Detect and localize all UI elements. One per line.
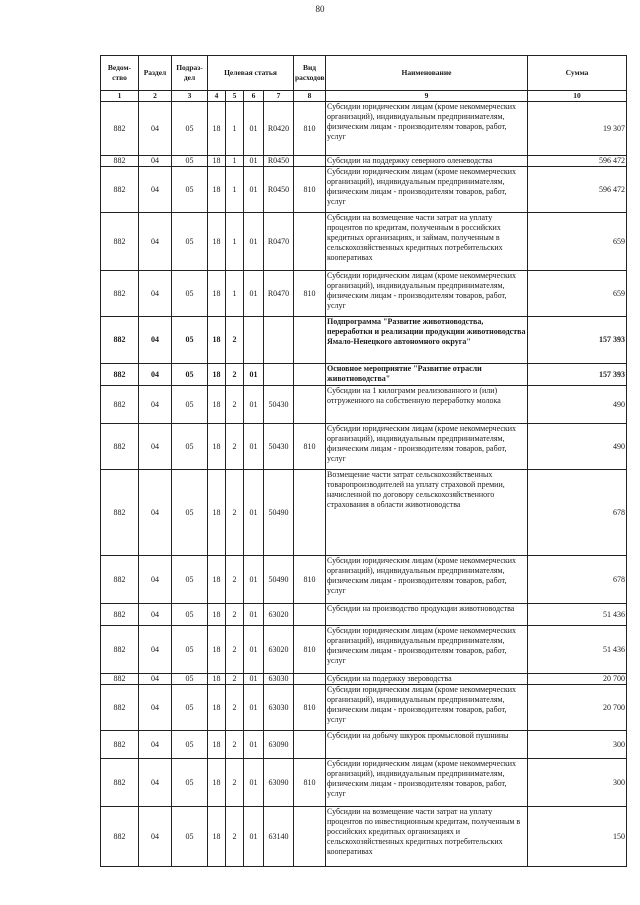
- expense-type-cell: [294, 386, 326, 424]
- ved-cell: 882: [101, 213, 139, 271]
- amount-cell: 678: [528, 556, 627, 604]
- item-name: Субсидии на поддержку северного оленеводства: [326, 156, 528, 167]
- target-code-4: 50490: [264, 556, 294, 604]
- target-code-4: 63140: [264, 807, 294, 867]
- target-code-2: 1: [226, 156, 244, 167]
- amount-cell: 20 700: [528, 674, 627, 685]
- header-celevaya: Целевая статья: [208, 56, 294, 91]
- podrazdel-cell: 05: [172, 213, 208, 271]
- razdel-cell: 04: [139, 685, 172, 731]
- amount-cell: 596 472: [528, 167, 627, 213]
- table-body: [101, 102, 627, 867]
- expense-type-cell: [294, 604, 326, 626]
- target-code-3: 01: [244, 556, 264, 604]
- razdel-cell: 04: [139, 271, 172, 317]
- ved-cell: 882: [101, 271, 139, 317]
- podrazdel-cell: 05: [172, 271, 208, 317]
- table-row: [101, 156, 627, 167]
- column-number-row: [101, 91, 627, 102]
- item-name: Субсидии юридическим лицам (кроме некоммерческих организаций), индивидуальным предпринимателям, физическим лицам - производителям товаров, работ, услуг: [326, 685, 528, 731]
- item-name: Субсидии юридическим лицам (кроме некоммерческих организаций), индивидуальным предпринимателям, физическим лицам - производителям товаров, работ, услуг: [326, 271, 528, 317]
- podrazdel-cell: 05: [172, 731, 208, 759]
- table-row: [101, 731, 627, 759]
- table-row: [101, 674, 627, 685]
- target-code-4: 63090: [264, 731, 294, 759]
- header-naim: Наименование: [326, 56, 528, 91]
- target-code-1: 18: [208, 556, 226, 604]
- table-row: [101, 317, 627, 364]
- ved-cell: 882: [101, 317, 139, 364]
- col-num: 7: [264, 91, 294, 102]
- podrazdel-cell: 05: [172, 470, 208, 556]
- razdel-cell: 04: [139, 556, 172, 604]
- item-name: Субсидии на возмещение части затрат на уплату процентов по кредитам, полученным в российских кредитных организациях, и займам, полученным в сельскохозяйственных кредитных потребительских кооперативах: [326, 213, 528, 271]
- target-code-4: 63030: [264, 674, 294, 685]
- ved-cell: 882: [101, 807, 139, 867]
- target-code-2: 1: [226, 102, 244, 156]
- target-code-4: R0470: [264, 271, 294, 317]
- ved-cell: 882: [101, 731, 139, 759]
- col-num: 4: [208, 91, 226, 102]
- target-code-4: R0450: [264, 156, 294, 167]
- ved-cell: 882: [101, 685, 139, 731]
- item-name: Субсидии на 1 килограмм реализованного и (или) отгруженного на собственную переработку молока: [326, 386, 528, 424]
- razdel-cell: 04: [139, 156, 172, 167]
- podrazdel-cell: 05: [172, 102, 208, 156]
- target-code-2: 2: [226, 685, 244, 731]
- ved-cell: 882: [101, 167, 139, 213]
- col-num: 3: [172, 91, 208, 102]
- target-code-1: 18: [208, 759, 226, 807]
- target-code-2: 1: [226, 167, 244, 213]
- item-name: Субсидии на подержку звероводства: [326, 674, 528, 685]
- item-name: Подпрограмма "Развитие животноводства, переработки и реализации продукции животноводства Ямало-Ненецкого автономного округа": [326, 317, 528, 364]
- target-code-1: 18: [208, 156, 226, 167]
- amount-cell: 51 436: [528, 604, 627, 626]
- target-code-3: 01: [244, 807, 264, 867]
- target-code-2: 2: [226, 759, 244, 807]
- expense-type-cell: [294, 807, 326, 867]
- col-num: 2: [139, 91, 172, 102]
- target-code-4: [264, 364, 294, 386]
- target-code-2: 2: [226, 731, 244, 759]
- col-num: 5: [226, 91, 244, 102]
- target-code-1: 18: [208, 317, 226, 364]
- ved-cell: 882: [101, 470, 139, 556]
- amount-cell: 157 393: [528, 317, 627, 364]
- target-code-3: 01: [244, 102, 264, 156]
- target-code-1: 18: [208, 674, 226, 685]
- amount-cell: 20 700: [528, 685, 627, 731]
- expense-type-cell: [294, 674, 326, 685]
- table-row: [101, 386, 627, 424]
- podrazdel-cell: 05: [172, 759, 208, 807]
- expense-type-cell: 810: [294, 626, 326, 674]
- razdel-cell: 04: [139, 213, 172, 271]
- item-name: Субсидии юридическим лицам (кроме некоммерческих организаций), индивидуальным предпринимателям, физическим лицам - производителям товаров, работ, услуг: [326, 424, 528, 470]
- target-code-1: 18: [208, 167, 226, 213]
- razdel-cell: 04: [139, 317, 172, 364]
- podrazdel-cell: 05: [172, 807, 208, 867]
- podrazdel-cell: 05: [172, 674, 208, 685]
- ved-cell: 882: [101, 674, 139, 685]
- podrazdel-cell: 05: [172, 626, 208, 674]
- amount-cell: 150: [528, 807, 627, 867]
- amount-cell: 596 472: [528, 156, 627, 167]
- podrazdel-cell: 05: [172, 424, 208, 470]
- target-code-2: 2: [226, 364, 244, 386]
- amount-cell: 51 436: [528, 626, 627, 674]
- razdel-cell: 04: [139, 604, 172, 626]
- ved-cell: 882: [101, 556, 139, 604]
- expense-type-cell: 810: [294, 759, 326, 807]
- target-code-3: 01: [244, 674, 264, 685]
- target-code-4: [264, 317, 294, 364]
- amount-cell: 157 393: [528, 364, 627, 386]
- table-row: [101, 807, 627, 867]
- ved-cell: 882: [101, 364, 139, 386]
- target-code-3: 01: [244, 731, 264, 759]
- target-code-2: 2: [226, 604, 244, 626]
- target-code-3: 01: [244, 759, 264, 807]
- table-row: [101, 626, 627, 674]
- table-row: [101, 271, 627, 317]
- target-code-2: 2: [226, 807, 244, 867]
- item-name: Субсидии юридическим лицам (кроме некоммерческих организаций), индивидуальным предпринимателям, физическим лицам - производителям товаров, работ, услуг: [326, 626, 528, 674]
- table-row: [101, 759, 627, 807]
- expense-type-cell: 810: [294, 424, 326, 470]
- expense-type-cell: 810: [294, 685, 326, 731]
- target-code-2: 2: [226, 556, 244, 604]
- razdel-cell: 04: [139, 470, 172, 556]
- target-code-3: 01: [244, 626, 264, 674]
- header-row: [101, 56, 627, 91]
- target-code-2: 1: [226, 271, 244, 317]
- razdel-cell: 04: [139, 807, 172, 867]
- target-code-3: 01: [244, 604, 264, 626]
- ved-cell: 882: [101, 156, 139, 167]
- target-code-3: 01: [244, 167, 264, 213]
- expense-type-cell: [294, 470, 326, 556]
- expense-type-cell: 810: [294, 167, 326, 213]
- ved-cell: 882: [101, 759, 139, 807]
- target-code-1: 18: [208, 470, 226, 556]
- razdel-cell: 04: [139, 626, 172, 674]
- item-name: Субсидии юридическим лицам (кроме некоммерческих организаций), индивидуальным предпринимателям, физическим лицам - производителям товаров, работ, услуг: [326, 759, 528, 807]
- expense-type-cell: [294, 156, 326, 167]
- amount-cell: 300: [528, 731, 627, 759]
- table-row: [101, 213, 627, 271]
- podrazdel-cell: 05: [172, 685, 208, 731]
- podrazdel-cell: 05: [172, 604, 208, 626]
- target-code-1: 18: [208, 731, 226, 759]
- header-ved: Ведом-ство: [101, 56, 139, 91]
- podrazdel-cell: 05: [172, 317, 208, 364]
- expense-type-cell: 810: [294, 102, 326, 156]
- razdel-cell: 04: [139, 674, 172, 685]
- table-row: [101, 604, 627, 626]
- target-code-1: 18: [208, 364, 226, 386]
- col-num: 10: [528, 91, 627, 102]
- target-code-4: R0450: [264, 167, 294, 213]
- target-code-1: 18: [208, 807, 226, 867]
- target-code-1: 18: [208, 424, 226, 470]
- target-code-2: 2: [226, 424, 244, 470]
- target-code-1: 18: [208, 271, 226, 317]
- col-num: 1: [101, 91, 139, 102]
- razdel-cell: 04: [139, 386, 172, 424]
- target-code-3: 01: [244, 424, 264, 470]
- target-code-1: 18: [208, 685, 226, 731]
- amount-cell: 659: [528, 271, 627, 317]
- table-row: [101, 556, 627, 604]
- page-number: 80: [315, 4, 325, 14]
- budget-table: [100, 55, 627, 867]
- target-code-4: R0420: [264, 102, 294, 156]
- podrazdel-cell: 05: [172, 167, 208, 213]
- target-code-1: 18: [208, 213, 226, 271]
- target-code-3: 01: [244, 386, 264, 424]
- amount-cell: 300: [528, 759, 627, 807]
- table-row: [101, 685, 627, 731]
- target-code-3: 01: [244, 685, 264, 731]
- expense-type-cell: 810: [294, 556, 326, 604]
- target-code-3: 01: [244, 156, 264, 167]
- razdel-cell: 04: [139, 102, 172, 156]
- amount-cell: 490: [528, 424, 627, 470]
- target-code-3: [244, 317, 264, 364]
- ved-cell: 882: [101, 386, 139, 424]
- header-vid: Вид расходов: [294, 56, 326, 91]
- amount-cell: 490: [528, 386, 627, 424]
- target-code-4: 50430: [264, 424, 294, 470]
- ved-cell: 882: [101, 626, 139, 674]
- table-row: [101, 470, 627, 556]
- podrazdel-cell: 05: [172, 386, 208, 424]
- item-name: Субсидии на добычу шкурок промысловой пушнины: [326, 731, 528, 759]
- header-summa: Сумма: [528, 56, 627, 91]
- target-code-4: 63020: [264, 604, 294, 626]
- target-code-4: 63030: [264, 685, 294, 731]
- item-name: Основное мероприятие "Развитие отрасли животноводства": [326, 364, 528, 386]
- ved-cell: 882: [101, 604, 139, 626]
- razdel-cell: 04: [139, 759, 172, 807]
- target-code-4: 63020: [264, 626, 294, 674]
- header-razdel: Раздел: [139, 56, 172, 91]
- target-code-2: 2: [226, 626, 244, 674]
- target-code-2: 2: [226, 317, 244, 364]
- col-num: 6: [244, 91, 264, 102]
- table-row: [101, 364, 627, 386]
- col-num: 8: [294, 91, 326, 102]
- razdel-cell: 04: [139, 731, 172, 759]
- target-code-2: 2: [226, 386, 244, 424]
- podrazdel-cell: 05: [172, 364, 208, 386]
- razdel-cell: 04: [139, 167, 172, 213]
- item-name: Субсидии на производство продукции животноводства: [326, 604, 528, 626]
- razdel-cell: 04: [139, 424, 172, 470]
- target-code-1: 18: [208, 386, 226, 424]
- amount-cell: 678: [528, 470, 627, 556]
- amount-cell: 659: [528, 213, 627, 271]
- target-code-4: 50490: [264, 470, 294, 556]
- ved-cell: 882: [101, 102, 139, 156]
- target-code-2: 2: [226, 470, 244, 556]
- expense-type-cell: [294, 317, 326, 364]
- razdel-cell: 04: [139, 364, 172, 386]
- podrazdel-cell: 05: [172, 556, 208, 604]
- expense-type-cell: [294, 731, 326, 759]
- expense-type-cell: 810: [294, 271, 326, 317]
- table-row: [101, 424, 627, 470]
- expense-type-cell: [294, 364, 326, 386]
- item-name: Возмещение части затрат сельскохозяйственных товаропроизводителей на уплату страховой премии, начисленной по договору сельскохозяйственного страхования в области животноводства: [326, 470, 528, 556]
- target-code-1: 18: [208, 102, 226, 156]
- podrazdel-cell: 05: [172, 156, 208, 167]
- target-code-3: 01: [244, 271, 264, 317]
- table-row: [101, 102, 627, 156]
- item-name: Субсидии юридическим лицам (кроме некоммерческих организаций), индивидуальным предпринимателям, физическим лицам - производителям товаров, работ, услуг: [326, 167, 528, 213]
- target-code-1: 18: [208, 604, 226, 626]
- amount-cell: 19 307: [528, 102, 627, 156]
- target-code-2: 1: [226, 213, 244, 271]
- target-code-3: 01: [244, 470, 264, 556]
- target-code-1: 18: [208, 626, 226, 674]
- target-code-4: 63090: [264, 759, 294, 807]
- header-podrazdel: Подраз-дел: [172, 56, 208, 91]
- expense-type-cell: [294, 213, 326, 271]
- item-name: Субсидии юридическим лицам (кроме некоммерческих организаций), индивидуальным предпринимателям, физическим лицам - производителям товаров, работ, услуг: [326, 556, 528, 604]
- target-code-3: 01: [244, 213, 264, 271]
- col-num: 9: [326, 91, 528, 102]
- item-name: Субсидии юридическим лицам (кроме некоммерческих организаций), индивидуальным предпринимателям, физическим лицам - производителям товаров, работ, услуг: [326, 102, 528, 156]
- ved-cell: 882: [101, 424, 139, 470]
- table-row: [101, 167, 627, 213]
- target-code-3: 01: [244, 364, 264, 386]
- target-code-4: 50430: [264, 386, 294, 424]
- target-code-2: 2: [226, 674, 244, 685]
- item-name: Субсидии на возмещение части затрат на уплату процентов по инвестиционным кредитам, полученным в российских кредитных организациях и сельскохозяйственных кредитных потребительских кооперативах: [326, 807, 528, 867]
- target-code-4: R0470: [264, 213, 294, 271]
